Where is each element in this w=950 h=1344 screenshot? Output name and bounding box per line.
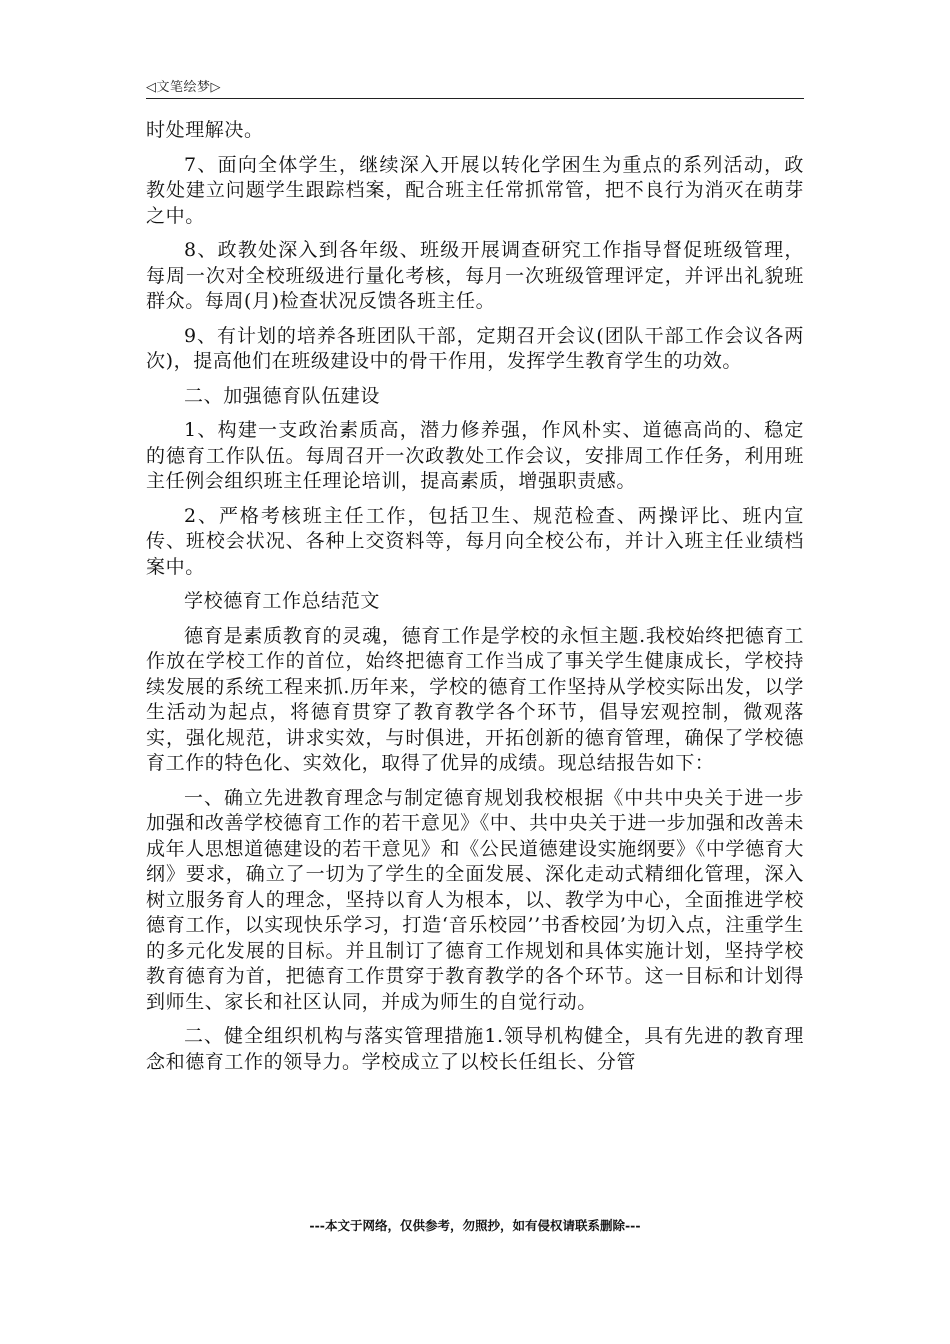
- paragraph-item-7: 7、面向全体学生，继续深入开展以转化学困生为重点的系列活动，政教处建立问题学生跟踪档案，配合班主任常抓常管，把不良行为消灭在萌芽之中。: [146, 153, 804, 227]
- article-title: 学校德育工作总结范文: [184, 590, 381, 612]
- paragraph-team-item-1: 1、构建一支政治素质高，潜力修养强，作风朴实、道德高尚的、稳定的德育工作队伍。每周召开一次政教处工作会议，安排周工作任务，利用班主任例会组织班主任理论培训，提高素质，增强职责感。: [146, 419, 804, 492]
- paragraph-continuation: 时处理解决。: [146, 119, 264, 141]
- brand-logo: ◁文笔绘梦▷: [146, 80, 221, 95]
- paragraph-section-two: 二、健全组织机构与落实管理措施1.领导机构健全，具有先进的教育理念和德育工作的领导力。学校成立了以校长任组长、分管: [146, 1025, 804, 1073]
- page-header: [146, 72, 804, 99]
- document-body: [146, 118, 804, 1084]
- paragraph-item-8: 8、政教处深入到各年级、班级开展调查研究工作指导督促班级管理，每周一次对全校班级进行量化考核，每月一次班级管理评定，并评出礼貌班群众。每周(月)检查状况反馈各班主任。: [146, 239, 804, 312]
- paragraph-section-one: 一、确立先进教育理念与制定德育规划我校根据《中共中央关于进一步加强和改善学校德育工作的若干意见》《中、共中央关于进一步加强和改善未成年人思想道德建设的若干意见》和《公民道德建设实施纲要》《中学德育大纲》要求，确立了一切为了学生的全面发展、深化走动式精细化管理，深入树立服务育人的理念，坚持以育人为根本，以、教学为中心，全面推进学校德育工作，以实现快乐学习，打造‘音乐校园’’书香校园’为切入点，注重学生的多元化发展的目标。并且制订了德育工作规划和具体实施计划，坚持学校教育德育为首，把德育工作贯穿于教育教学的各个环节。这一目标和计划得到师生、家长和社区认同，并成为师生的自觉行动。: [146, 786, 804, 1013]
- paragraph-team-item-2: 2、严格考核班主任工作，包括卫生、规范检查、两操评比、班内宣传、班校会状况、各种上交资料等，每月向全校公布，并计入班主任业绩档案中。: [146, 504, 804, 578]
- paragraph-intro: 德育是素质教育的灵魂，德育工作是学校的永恒主题.我校始终把德育工作放在学校工作的首位，始终把德育工作当成了事关学生健康成长，学校持续发展的系统工程来抓.历年来，学校的德育工作坚持从学校实际出发，以学生活动为起点，将德育贯穿了教育教学各个环节，倡导宏观控制，微观落实，强化规范，讲求实效，与时俱进，开拓创新的德育管理，确保了学校德育工作的特色化、实效化，取得了优异的成绩。现总结报告如下：: [146, 624, 804, 774]
- paragraph-item-9: 9、有计划的培养各班团队干部，定期召开会议(团队干部工作会议各两次)，提高他们在班级建设中的骨干作用，发挥学生教育学生的功效。: [146, 324, 804, 372]
- section-heading-team-building: 二、加强德育队伍建设: [184, 384, 381, 407]
- footer-disclaimer: ---本文于网络，仅供参考，勿照抄，如有侵权请联系删除---: [309, 1218, 641, 1233]
